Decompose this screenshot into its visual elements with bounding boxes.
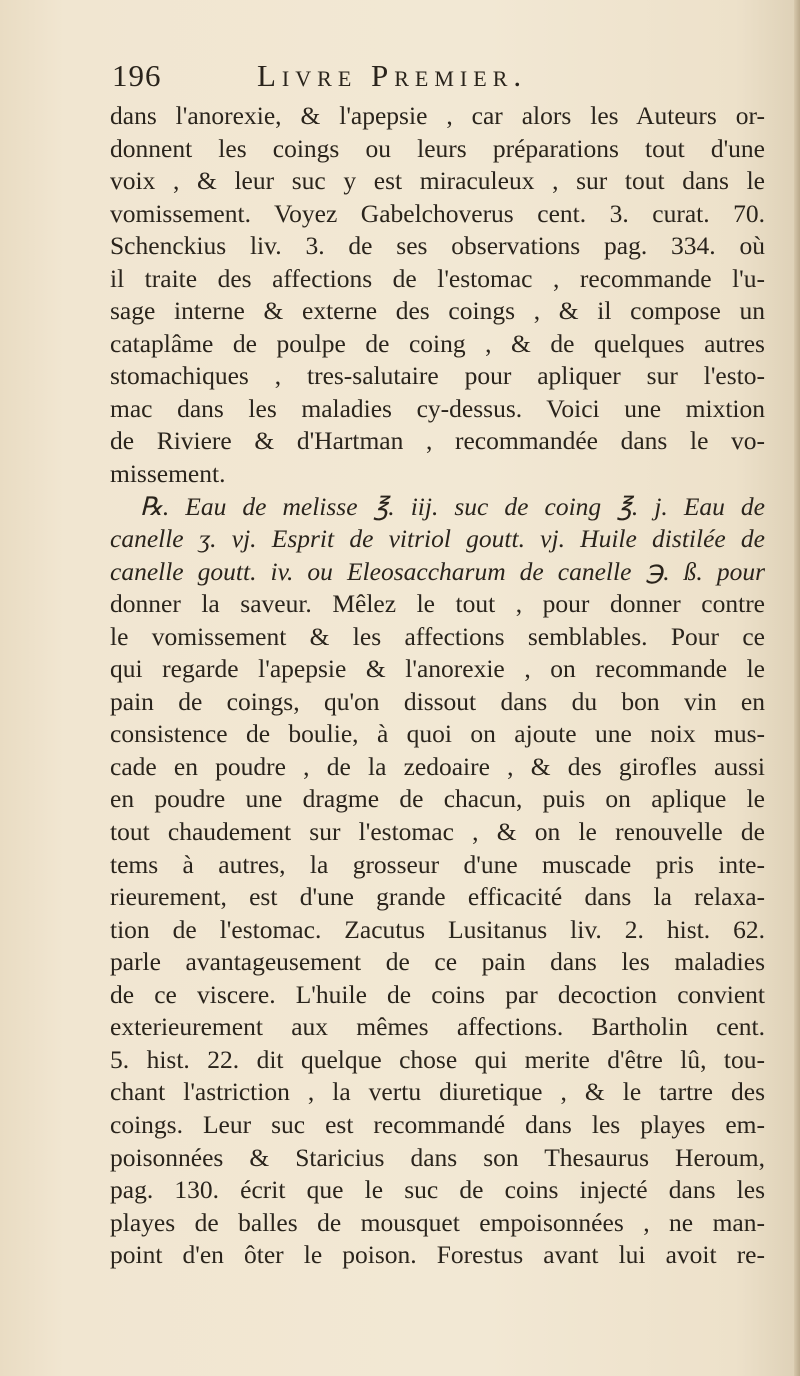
text-line: point d'en ôter le poison. Forestus avant lui avoit re-: [110, 1240, 765, 1270]
text-line: mac dans les maladies cy-dessus. Voici une mixtion: [110, 393, 765, 423]
text-line: le vomissement & les affections semblables. Pour ce: [110, 621, 765, 651]
recipe-line: ℞. Eau de melisse ℥. iij. suc de coing ℥. j. Eau de: [140, 491, 765, 521]
text-line: exterieurement aux mêmes affections. Bartholin cent.: [110, 1012, 765, 1042]
text-line: poisonnées & Staricius dans son Thesaurus Heroum,: [110, 1142, 765, 1172]
text-line: coings. Leur suc est recommandé dans les playes em-: [110, 1109, 765, 1139]
text-line: missement.: [110, 459, 226, 489]
text-line: chant l'astriction , la vertu diuretique , & le tartre des: [110, 1077, 765, 1107]
text-line: cade en poudre , de la zedoaire , & des girofles aussi: [110, 751, 765, 781]
text-line: sage interne & externe des coings , & il compose un: [110, 296, 765, 326]
text-line: dans l'anorexie, & l'apepsie , car alors les Auteurs or-: [110, 101, 765, 130]
text-line: en poudre une dragme de chacun, puis on aplique le: [110, 784, 765, 814]
page-number: 196: [112, 58, 162, 93]
recipe-line: canelle goutt. iv. ou Eleosaccharum de canelle ℈. ß. pour: [110, 556, 765, 586]
text-line: rieurement, est d'une grande efficacité dans la relaxa-: [110, 882, 765, 912]
text-line: donnent les coings ou leurs préparations tout d'une: [110, 133, 765, 163]
text-line: cataplâme de poulpe de coing , & de quelques autres: [110, 328, 765, 358]
text-line: il traite des affections de l'estomac , recommande l'u-: [110, 263, 765, 293]
text-line: de ce viscere. L'huile de coins par decoction convient: [110, 979, 765, 1009]
text-line: tout chaudement sur l'estomac , & on le renouvelle de: [110, 817, 765, 847]
page-header: [112, 58, 712, 102]
text-line: pain de coings, qu'on dissout dans du bon vin en: [110, 686, 765, 716]
text-line: vomissement. Voyez Gabelchoverus cent. 3. curat. 70.: [110, 198, 765, 228]
text-line: consistence de boulie, à quoi on ajoute une noix mus-: [110, 719, 765, 749]
text-line: voix , & leur suc y est miraculeux , sur tout dans le: [110, 166, 765, 196]
running-title: Livre Premier.: [257, 58, 528, 93]
text-line: Schenckius liv. 3. de ses observations pag. 334. où: [110, 231, 765, 261]
text-line: stomachiques , tres-salutaire pour apliquer sur l'esto-: [110, 361, 765, 391]
text-line: donner la saveur. Mêlez le tout , pour donner contre: [110, 589, 765, 619]
page-edge: [794, 0, 800, 1376]
recipe-line: canelle ʒ. vj. Esprit de vitriol goutt. vj. Huile distilée de: [110, 524, 765, 554]
text-line: tion de l'estomac. Zacutus Lusitanus liv. 2. hist. 62.: [110, 914, 765, 944]
text-line: de Riviere & d'Hartman , recommandée dans le vo-: [110, 426, 765, 456]
text-line: parle avantageusement de ce pain dans les maladies: [110, 947, 765, 977]
text-line: pag. 130. écrit que le suc de coins injecté dans les: [110, 1175, 765, 1205]
text-line: 5. hist. 22. dit quelque chose qui merite d'être lû, tou-: [110, 1044, 765, 1074]
text-line: playes de balles de mousquet empoisonnées , ne man-: [110, 1207, 765, 1237]
text-line: tems à autres, la grosseur d'une muscade pris inte-: [110, 849, 765, 879]
body-text: [110, 100, 765, 1272]
text-line: qui regarde l'apepsie & l'anorexie , on recommande le: [110, 654, 765, 684]
